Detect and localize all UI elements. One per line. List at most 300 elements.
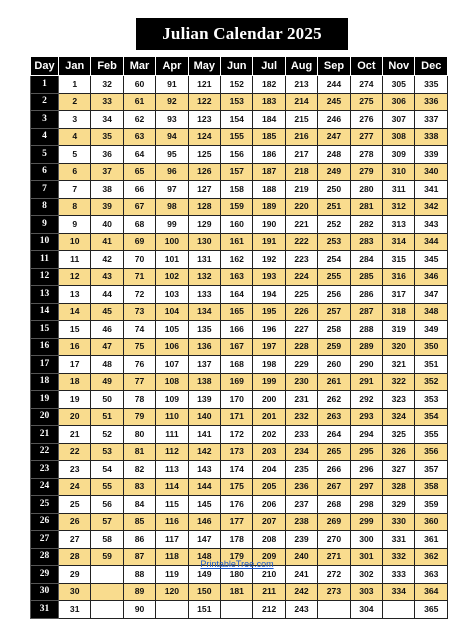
julian-day-cell: 329 xyxy=(383,496,415,514)
julian-day-cell: 321 xyxy=(383,356,415,374)
julian-day-cell: 19 xyxy=(59,391,91,409)
julian-day-cell: 59 xyxy=(91,548,123,566)
table-row xyxy=(31,251,448,269)
julian-day-cell: 300 xyxy=(350,531,382,549)
julian-day-cell: 203 xyxy=(253,443,285,461)
day-number-cell: 14 xyxy=(31,303,59,321)
day-number-cell: 16 xyxy=(31,338,59,356)
julian-day-cell: 349 xyxy=(415,321,448,339)
julian-day-cell: 365 xyxy=(415,601,448,619)
julian-day-cell: 130 xyxy=(188,233,220,251)
julian-day-cell: 116 xyxy=(156,513,188,531)
julian-day-cell: 237 xyxy=(285,496,317,514)
julian-day-cell xyxy=(91,601,123,619)
julian-day-cell: 201 xyxy=(253,408,285,426)
julian-day-cell: 192 xyxy=(253,251,285,269)
julian-day-cell: 291 xyxy=(350,373,382,391)
julian-day-cell: 296 xyxy=(350,461,382,479)
julian-day-cell: 285 xyxy=(350,268,382,286)
julian-day-cell: 298 xyxy=(350,496,382,514)
julian-day-cell: 183 xyxy=(253,93,285,111)
julian-day-cell: 263 xyxy=(318,408,350,426)
julian-day-cell: 108 xyxy=(156,373,188,391)
julian-day-cell: 169 xyxy=(221,373,253,391)
julian-day-cell: 309 xyxy=(383,146,415,164)
day-number-cell: 20 xyxy=(31,408,59,426)
julian-day-cell: 163 xyxy=(221,268,253,286)
julian-day-cell: 181 xyxy=(221,583,253,601)
julian-day-cell: 142 xyxy=(188,443,220,461)
julian-day-cell: 41 xyxy=(91,233,123,251)
table-row xyxy=(31,426,448,444)
table-row xyxy=(31,601,448,619)
julian-day-cell: 100 xyxy=(156,233,188,251)
julian-day-cell: 336 xyxy=(415,93,448,111)
julian-day-cell: 172 xyxy=(221,426,253,444)
julian-day-cell: 143 xyxy=(188,461,220,479)
julian-day-cell: 211 xyxy=(253,583,285,601)
julian-day-cell: 67 xyxy=(123,198,155,216)
julian-day-cell: 257 xyxy=(318,303,350,321)
julian-day-cell: 259 xyxy=(318,338,350,356)
julian-day-cell: 90 xyxy=(123,601,155,619)
day-number-cell: 30 xyxy=(31,583,59,601)
julian-day-cell: 2 xyxy=(59,93,91,111)
julian-day-cell: 155 xyxy=(221,128,253,146)
julian-calendar-table xyxy=(30,56,448,619)
julian-day-cell: 171 xyxy=(221,408,253,426)
julian-day-cell: 71 xyxy=(123,268,155,286)
table-row xyxy=(31,146,448,164)
julian-day-cell: 347 xyxy=(415,286,448,304)
julian-day-cell: 199 xyxy=(253,373,285,391)
julian-day-cell: 256 xyxy=(318,286,350,304)
julian-day-cell: 200 xyxy=(253,391,285,409)
julian-day-cell: 111 xyxy=(156,426,188,444)
julian-day-cell: 363 xyxy=(415,566,448,584)
julian-day-cell: 92 xyxy=(156,93,188,111)
julian-day-cell: 319 xyxy=(383,321,415,339)
day-number-cell: 7 xyxy=(31,181,59,199)
julian-day-cell: 36 xyxy=(91,146,123,164)
column-header-jul: Jul xyxy=(253,57,285,76)
julian-day-cell: 24 xyxy=(59,478,91,496)
julian-day-cell: 145 xyxy=(188,496,220,514)
julian-day-cell: 11 xyxy=(59,251,91,269)
julian-day-cell: 51 xyxy=(91,408,123,426)
julian-day-cell: 205 xyxy=(253,478,285,496)
day-number-cell: 26 xyxy=(31,513,59,531)
day-number-cell: 15 xyxy=(31,321,59,339)
julian-day-cell: 246 xyxy=(318,111,350,129)
day-number-cell: 22 xyxy=(31,443,59,461)
julian-day-cell: 54 xyxy=(91,461,123,479)
julian-day-cell: 23 xyxy=(59,461,91,479)
julian-day-cell: 294 xyxy=(350,426,382,444)
table-row xyxy=(31,163,448,181)
julian-day-cell: 189 xyxy=(253,198,285,216)
julian-day-cell: 323 xyxy=(383,391,415,409)
column-header-dec: Dec xyxy=(415,57,448,76)
julian-day-cell: 32 xyxy=(91,76,123,94)
day-number-cell: 10 xyxy=(31,233,59,251)
table-row xyxy=(31,356,448,374)
julian-day-cell: 153 xyxy=(221,93,253,111)
julian-day-cell: 229 xyxy=(285,356,317,374)
julian-day-cell: 93 xyxy=(156,111,188,129)
julian-day-cell: 101 xyxy=(156,251,188,269)
julian-day-cell: 289 xyxy=(350,338,382,356)
julian-day-cell: 269 xyxy=(318,513,350,531)
julian-day-cell: 276 xyxy=(350,111,382,129)
julian-day-cell: 12 xyxy=(59,268,91,286)
table-row xyxy=(31,391,448,409)
julian-day-cell: 208 xyxy=(253,531,285,549)
day-number-cell: 29 xyxy=(31,566,59,584)
column-header-may: May xyxy=(188,57,220,76)
julian-day-cell: 135 xyxy=(188,321,220,339)
julian-day-cell: 49 xyxy=(91,373,123,391)
julian-day-cell: 266 xyxy=(318,461,350,479)
julian-day-cell: 324 xyxy=(383,408,415,426)
julian-day-cell: 159 xyxy=(221,198,253,216)
day-number-cell: 9 xyxy=(31,216,59,234)
julian-day-cell: 26 xyxy=(59,513,91,531)
julian-day-cell: 352 xyxy=(415,373,448,391)
julian-day-cell: 242 xyxy=(285,583,317,601)
table-row xyxy=(31,408,448,426)
julian-day-cell: 361 xyxy=(415,531,448,549)
julian-day-cell: 219 xyxy=(285,181,317,199)
julian-day-cell: 280 xyxy=(350,181,382,199)
julian-day-cell: 345 xyxy=(415,251,448,269)
julian-day-cell: 249 xyxy=(318,163,350,181)
julian-day-cell: 125 xyxy=(188,146,220,164)
table-row xyxy=(31,338,448,356)
julian-day-cell: 10 xyxy=(59,233,91,251)
julian-day-cell: 284 xyxy=(350,251,382,269)
julian-day-cell: 164 xyxy=(221,286,253,304)
julian-day-cell: 233 xyxy=(285,426,317,444)
julian-day-cell: 338 xyxy=(415,128,448,146)
julian-day-cell: 270 xyxy=(318,531,350,549)
julian-day-cell: 76 xyxy=(123,356,155,374)
julian-day-cell: 310 xyxy=(383,163,415,181)
julian-day-cell: 332 xyxy=(383,548,415,566)
julian-day-cell: 103 xyxy=(156,286,188,304)
julian-day-cell: 165 xyxy=(221,303,253,321)
julian-day-cell: 113 xyxy=(156,461,188,479)
julian-day-cell: 317 xyxy=(383,286,415,304)
julian-day-cell: 21 xyxy=(59,426,91,444)
julian-day-cell: 114 xyxy=(156,478,188,496)
julian-day-cell: 253 xyxy=(318,233,350,251)
day-number-cell: 31 xyxy=(31,601,59,619)
julian-day-cell: 177 xyxy=(221,513,253,531)
julian-day-cell: 22 xyxy=(59,443,91,461)
table-row xyxy=(31,128,448,146)
table-row xyxy=(31,443,448,461)
julian-day-cell: 232 xyxy=(285,408,317,426)
julian-day-cell: 69 xyxy=(123,233,155,251)
julian-day-cell: 231 xyxy=(285,391,317,409)
julian-day-cell: 58 xyxy=(91,531,123,549)
julian-day-cell: 68 xyxy=(123,216,155,234)
julian-day-cell: 115 xyxy=(156,496,188,514)
julian-day-cell: 217 xyxy=(285,146,317,164)
julian-day-cell: 94 xyxy=(156,128,188,146)
julian-day-cell: 128 xyxy=(188,198,220,216)
julian-day-cell: 91 xyxy=(156,76,188,94)
julian-day-cell: 225 xyxy=(285,286,317,304)
julian-day-cell: 40 xyxy=(91,216,123,234)
day-number-cell: 23 xyxy=(31,461,59,479)
julian-day-cell: 47 xyxy=(91,338,123,356)
julian-day-cell: 272 xyxy=(318,566,350,584)
footer-link[interactable]: PrintableTree.com xyxy=(200,559,274,569)
julian-day-cell: 348 xyxy=(415,303,448,321)
julian-day-cell: 358 xyxy=(415,478,448,496)
julian-day-cell: 157 xyxy=(221,163,253,181)
julian-day-cell: 64 xyxy=(123,146,155,164)
julian-day-cell: 304 xyxy=(350,601,382,619)
julian-day-cell: 245 xyxy=(318,93,350,111)
julian-day-cell: 84 xyxy=(123,496,155,514)
julian-day-cell: 268 xyxy=(318,496,350,514)
julian-day-cell: 222 xyxy=(285,233,317,251)
julian-day-cell xyxy=(91,583,123,601)
julian-day-cell: 33 xyxy=(91,93,123,111)
julian-day-cell: 53 xyxy=(91,443,123,461)
julian-day-cell: 250 xyxy=(318,181,350,199)
julian-day-cell: 343 xyxy=(415,216,448,234)
julian-day-cell xyxy=(383,601,415,619)
julian-day-cell: 63 xyxy=(123,128,155,146)
julian-day-cell: 240 xyxy=(285,548,317,566)
julian-day-cell: 75 xyxy=(123,338,155,356)
julian-day-cell: 29 xyxy=(59,566,91,584)
julian-day-cell: 45 xyxy=(91,303,123,321)
table-row xyxy=(31,496,448,514)
table-row xyxy=(31,198,448,216)
julian-day-cell: 295 xyxy=(350,443,382,461)
julian-day-cell: 151 xyxy=(188,601,220,619)
julian-day-cell: 185 xyxy=(253,128,285,146)
julian-day-cell: 243 xyxy=(285,601,317,619)
julian-day-cell: 148 xyxy=(188,548,220,566)
julian-day-cell: 66 xyxy=(123,181,155,199)
julian-day-cell: 20 xyxy=(59,408,91,426)
julian-day-cell: 1 xyxy=(59,76,91,94)
table-row xyxy=(31,321,448,339)
julian-day-cell: 95 xyxy=(156,146,188,164)
julian-day-cell: 342 xyxy=(415,198,448,216)
julian-day-cell: 160 xyxy=(221,216,253,234)
julian-day-cell: 158 xyxy=(221,181,253,199)
julian-day-cell: 85 xyxy=(123,513,155,531)
julian-day-cell: 44 xyxy=(91,286,123,304)
julian-day-cell: 355 xyxy=(415,426,448,444)
julian-day-cell: 341 xyxy=(415,181,448,199)
julian-day-cell: 311 xyxy=(383,181,415,199)
table-row xyxy=(31,216,448,234)
column-header-feb: Feb xyxy=(91,57,123,76)
julian-day-cell: 38 xyxy=(91,181,123,199)
julian-day-cell: 328 xyxy=(383,478,415,496)
julian-day-cell: 261 xyxy=(318,373,350,391)
julian-day-cell: 248 xyxy=(318,146,350,164)
julian-day-cell: 81 xyxy=(123,443,155,461)
julian-day-cell: 234 xyxy=(285,443,317,461)
julian-day-cell: 28 xyxy=(59,548,91,566)
julian-day-cell: 212 xyxy=(253,601,285,619)
julian-day-cell: 52 xyxy=(91,426,123,444)
julian-day-cell: 50 xyxy=(91,391,123,409)
julian-day-cell: 327 xyxy=(383,461,415,479)
julian-day-cell: 210 xyxy=(253,566,285,584)
column-header-sep: Sep xyxy=(318,57,350,76)
julian-day-cell: 147 xyxy=(188,531,220,549)
julian-day-cell: 83 xyxy=(123,478,155,496)
julian-day-cell: 235 xyxy=(285,461,317,479)
table-row xyxy=(31,478,448,496)
julian-day-cell: 288 xyxy=(350,321,382,339)
julian-day-cell: 255 xyxy=(318,268,350,286)
julian-day-cell: 79 xyxy=(123,408,155,426)
julian-day-cell: 167 xyxy=(221,338,253,356)
header-row xyxy=(31,57,448,76)
julian-day-cell: 62 xyxy=(123,111,155,129)
julian-day-cell: 264 xyxy=(318,426,350,444)
table-row xyxy=(31,76,448,94)
julian-day-cell: 180 xyxy=(221,566,253,584)
julian-day-cell: 141 xyxy=(188,426,220,444)
julian-day-cell: 202 xyxy=(253,426,285,444)
julian-day-cell: 301 xyxy=(350,548,382,566)
julian-day-cell: 6 xyxy=(59,163,91,181)
julian-day-cell: 197 xyxy=(253,338,285,356)
julian-day-cell xyxy=(156,601,188,619)
julian-day-cell: 286 xyxy=(350,286,382,304)
julian-day-cell: 247 xyxy=(318,128,350,146)
julian-day-cell: 55 xyxy=(91,478,123,496)
julian-day-cell: 344 xyxy=(415,233,448,251)
julian-day-cell: 34 xyxy=(91,111,123,129)
julian-day-cell: 364 xyxy=(415,583,448,601)
julian-day-cell: 98 xyxy=(156,198,188,216)
julian-day-cell: 133 xyxy=(188,286,220,304)
julian-day-cell: 175 xyxy=(221,478,253,496)
julian-day-cell: 360 xyxy=(415,513,448,531)
julian-day-cell: 152 xyxy=(221,76,253,94)
julian-day-cell: 57 xyxy=(91,513,123,531)
julian-day-cell: 13 xyxy=(59,286,91,304)
julian-day-cell: 221 xyxy=(285,216,317,234)
julian-day-cell: 218 xyxy=(285,163,317,181)
day-number-cell: 5 xyxy=(31,146,59,164)
day-number-cell: 11 xyxy=(31,251,59,269)
julian-day-cell: 351 xyxy=(415,356,448,374)
julian-day-cell: 196 xyxy=(253,321,285,339)
julian-day-cell: 244 xyxy=(318,76,350,94)
julian-day-cell: 254 xyxy=(318,251,350,269)
julian-day-cell: 78 xyxy=(123,391,155,409)
julian-day-cell: 260 xyxy=(318,356,350,374)
julian-day-cell: 14 xyxy=(59,303,91,321)
day-number-cell: 18 xyxy=(31,373,59,391)
julian-day-cell: 134 xyxy=(188,303,220,321)
julian-day-cell: 112 xyxy=(156,443,188,461)
julian-day-cell: 194 xyxy=(253,286,285,304)
julian-day-cell: 30 xyxy=(59,583,91,601)
julian-day-cell: 42 xyxy=(91,251,123,269)
julian-day-cell: 334 xyxy=(383,583,415,601)
julian-day-cell: 60 xyxy=(123,76,155,94)
julian-day-cell: 121 xyxy=(188,76,220,94)
julian-day-cell: 150 xyxy=(188,583,220,601)
julian-day-cell: 267 xyxy=(318,478,350,496)
julian-day-cell: 132 xyxy=(188,268,220,286)
column-header-day: Day xyxy=(31,57,59,76)
julian-day-cell: 209 xyxy=(253,548,285,566)
julian-day-cell: 337 xyxy=(415,111,448,129)
julian-day-cell: 166 xyxy=(221,321,253,339)
julian-day-cell: 173 xyxy=(221,443,253,461)
julian-day-cell: 239 xyxy=(285,531,317,549)
julian-day-cell: 74 xyxy=(123,321,155,339)
julian-day-cell: 105 xyxy=(156,321,188,339)
julian-day-cell: 5 xyxy=(59,146,91,164)
julian-day-cell: 322 xyxy=(383,373,415,391)
julian-day-cell: 346 xyxy=(415,268,448,286)
julian-day-cell: 356 xyxy=(415,443,448,461)
julian-day-cell: 265 xyxy=(318,443,350,461)
julian-day-cell: 140 xyxy=(188,408,220,426)
day-number-cell: 12 xyxy=(31,268,59,286)
day-number-cell: 4 xyxy=(31,128,59,146)
julian-day-cell: 207 xyxy=(253,513,285,531)
julian-day-cell: 120 xyxy=(156,583,188,601)
julian-day-cell: 168 xyxy=(221,356,253,374)
julian-day-cell: 305 xyxy=(383,76,415,94)
julian-day-cell: 70 xyxy=(123,251,155,269)
julian-day-cell: 107 xyxy=(156,356,188,374)
julian-day-cell: 178 xyxy=(221,531,253,549)
julian-day-cell: 325 xyxy=(383,426,415,444)
julian-day-cell: 56 xyxy=(91,496,123,514)
julian-day-cell: 313 xyxy=(383,216,415,234)
julian-day-cell: 281 xyxy=(350,198,382,216)
julian-day-cell: 15 xyxy=(59,321,91,339)
julian-day-cell: 137 xyxy=(188,356,220,374)
julian-day-cell: 271 xyxy=(318,548,350,566)
julian-day-cell: 302 xyxy=(350,566,382,584)
julian-day-cell: 139 xyxy=(188,391,220,409)
julian-day-cell: 206 xyxy=(253,496,285,514)
julian-day-cell: 251 xyxy=(318,198,350,216)
julian-day-cell: 186 xyxy=(253,146,285,164)
julian-day-cell: 61 xyxy=(123,93,155,111)
julian-day-cell: 223 xyxy=(285,251,317,269)
julian-day-cell: 9 xyxy=(59,216,91,234)
day-number-cell: 3 xyxy=(31,111,59,129)
julian-day-cell: 282 xyxy=(350,216,382,234)
julian-day-cell: 350 xyxy=(415,338,448,356)
julian-day-cell: 330 xyxy=(383,513,415,531)
julian-day-cell: 8 xyxy=(59,198,91,216)
julian-day-cell: 220 xyxy=(285,198,317,216)
table-row xyxy=(31,233,448,251)
